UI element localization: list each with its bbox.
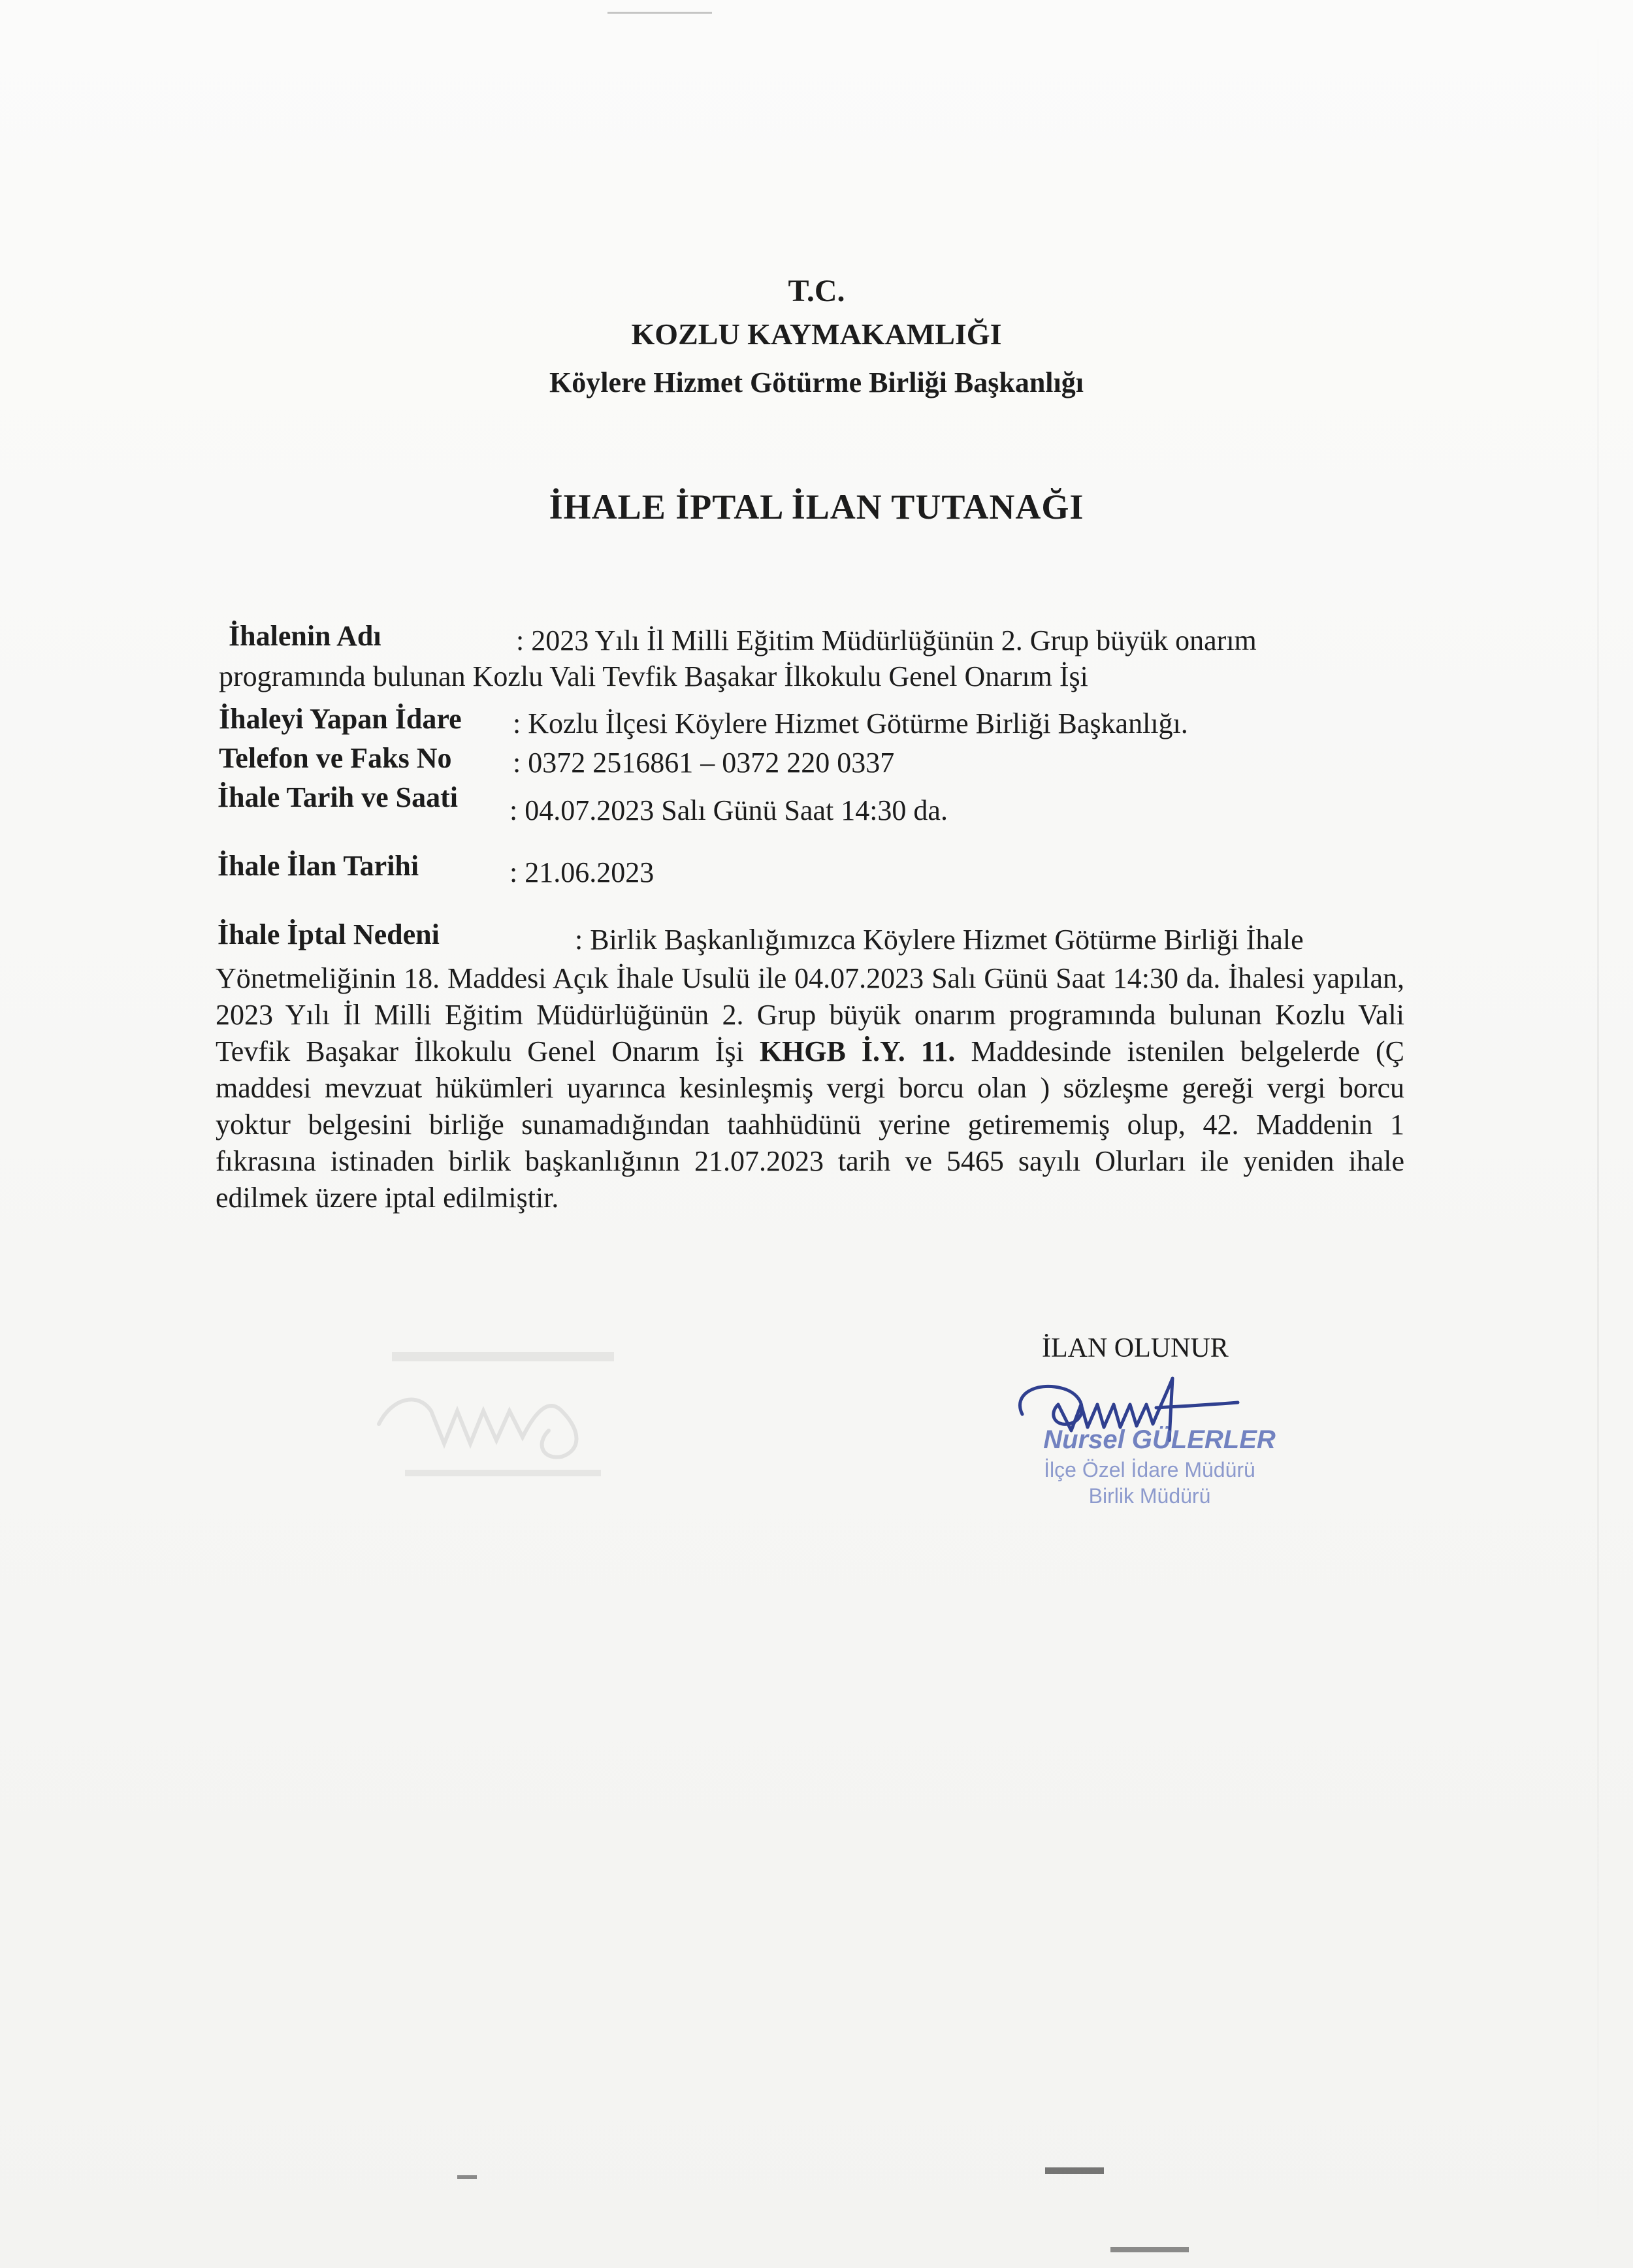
closing-announcement: İLAN OLUNUR <box>1042 1333 1229 1363</box>
field-label-tarih: İhale Tarih ve Saati <box>218 781 458 813</box>
scan-artifact-bottom-3 <box>1110 2247 1189 2252</box>
stamp-official-name: Nursel GÜLERLER <box>1043 1425 1276 1454</box>
field-value-ihale-adi-1: : 2023 Yılı İl Milli Eğitim Müdürlüğünün 2. Grup büyük onarım <box>516 624 1257 656</box>
field-label-ilan-tarihi: İhale İlan Tarihi <box>218 850 419 882</box>
field-label-iptal-nedeni: İhale İptal Nedeni <box>218 918 440 950</box>
stamp-official-title: İlçe Özel İdare Müdürü <box>1044 1458 1255 1482</box>
field-label-telefon: Telefon ve Faks No <box>219 742 452 774</box>
scan-artifact-top <box>607 12 712 14</box>
field-value-telefon: : 0372 2516861 – 0372 220 0337 <box>513 747 895 779</box>
document-title: İHALE İPTAL İLAN TUTANAĞI <box>549 487 1084 526</box>
field-label-ihale-adi: İhalenin Adı <box>229 620 381 652</box>
reason-text-reference: KHGB İ.Y. 11. <box>759 1035 956 1067</box>
reason-text-part2: Maddesinde istenilen belgelerde (Ç maddesi mevzuat hükümleri uyarınca kesinleşmiş vergi borcu olan ) sözleşme gereği vergi borcu yoktur belgesini birliğe sunamadığından taahhüdünü yerine getirememiş olup, 42. Maddenin 1 fıkrasına istinaden birlik başkanlığının 21.07.2023 tarih ve 5465 sayılı Olurları ile yeniden ihale edilmek üzere iptal edilmiştir. <box>216 1035 1405 1214</box>
header-union: Köylere Hizmet Götürme Birliği Başkanlığı <box>549 366 1084 398</box>
header-republic: T.C. <box>788 274 845 308</box>
field-value-ihale-adi-2: programında bulunan Kozlu Vali Tevfik Başakar İlkokulu Genel Onarım İşi <box>219 660 1088 692</box>
header-district: KOZLU KAYMAKAMLIĞI <box>631 317 1002 351</box>
field-label-idare: İhaleyi Yapan İdare <box>219 703 462 735</box>
bleed-through-signature <box>366 1333 640 1502</box>
scan-artifact-bottom-1 <box>1045 2167 1104 2174</box>
scan-artifact-bottom-2 <box>457 2175 477 2179</box>
reason-text-part1: Yönetmeliğinin 18. Maddesi Açık İhale Usulü ile 04.07.2023 Salı Günü Saat 14:30 da. İhalesi yapılan, 2023 Yılı İl Milli Eğitim Müdürlüğünün 2. Grup büyük onarım programında bulunan Kozlu Vali Tevfik Başakar İlkokulu Genel Onarım İşi <box>216 962 1404 1067</box>
field-value-tarih: : 04.07.2023 Salı Günü Saat 14:30 da. <box>509 794 948 826</box>
field-value-iptal-nedeni: : Birlik Başkanlığımızca Köylere Hizmet Götürme Birliği İhale <box>575 924 1304 956</box>
field-value-idare: : Kozlu İlçesi Köylere Hizmet Götürme Birliği Başkanlığı. <box>513 707 1188 739</box>
cancellation-reason-paragraph <box>216 960 1404 1216</box>
field-value-ilan-tarihi: : 21.06.2023 <box>509 856 655 888</box>
stamp-union-title: Birlik Müdürü <box>1088 1484 1211 1508</box>
